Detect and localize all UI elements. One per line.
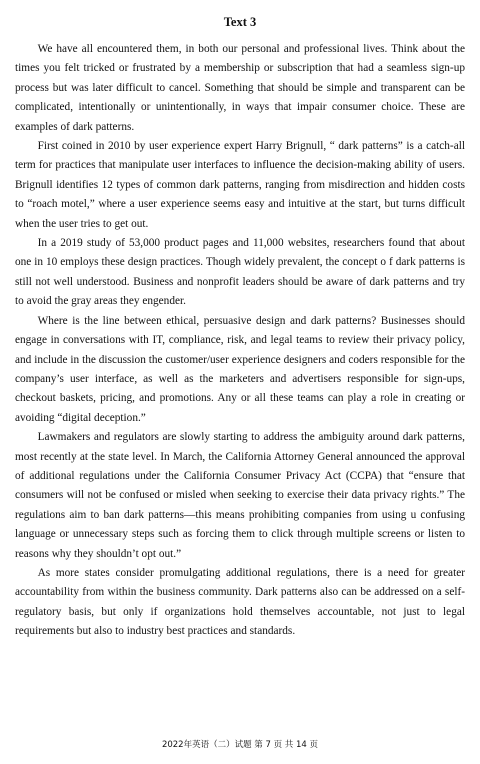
paragraph-2: First coined in 2010 by user experience expert Harry Brignull, “ dark patterns” is a catch-all term for practices that manipulate user interfaces to influence the decision-making ability of users. Brignull identifies 12 types of common dark patterns, ranging from misdirection and hidden costs to “roach motel,” where a user experience seems easy and intuitive at the start, but turns difficult when the user tries to get out. — [15, 140, 465, 230]
paragraph-6: As more states consider promulgating additional regulations, there is a need for greater accountability from within the business community. Dark patterns also can be addressed on a self-regulatory basis, but only if organizations hold themselves accountable, not just to legal requirements but also to industry best practices and standards. — [15, 566, 465, 638]
paragraph-3: In a 2019 study of 53,000 product pages and 11,000 websites, researchers found that about one in 10 employs these design practices. Though widely prevalent, the concept o f dark patterns is still not well understood. Business and nonprofit leaders should be aware of dark patterns and try to avoid the gray areas they engender. — [15, 237, 465, 308]
paragraph-4: Where is the line between ethical, persuasive design and dark patterns? Businesses should engage in conversations with IT, compliance, risk, and legal teams to review their privacy policy, and include in the discussion the customer/user experience designers and coders responsible for the company’s user interface, as well as the marketers and advertisers responsible for sign-ups, checkout baskets, pricing, and promotions. Any or all these teams can play a role in creating or avoiding “digital deception.” — [15, 314, 465, 424]
page-footer: 2022年英语（二）试题 第 7 页 共 14 页 — [161, 740, 319, 750]
text-title: Text 3 — [223, 15, 257, 29]
paragraph-5: Lawmakers and regulators are slowly starting to address the ambiguity around dark patterns, most recently at the state level. In March, the California Attorney General announced the approval of additional regulations under the California Consumer Privacy Act (CCPA) that “ensure that consumers will not be confused or misled when seeking to exercise their data privacy rights.” The regulations aim to ban dark patterns—this means prohibiting companies from using u confusing language or unnecessary steps such as forcing them to click through multiple screens or listen to reasons why they shouldn’t opt out.” — [15, 431, 465, 560]
article-body — [15, 40, 465, 642]
paragraph-1: We have all encountered them, in both our personal and professional lives. Think about the times you felt tricked or frustrated by a membership or subscription that had a seamless sign-up process but was later difficult to cancel. Something that should be simple and transparent can be complicated, intentionally or unintentionally, in ways that impair consumer choice. These are examples of dark patterns. — [15, 43, 465, 133]
